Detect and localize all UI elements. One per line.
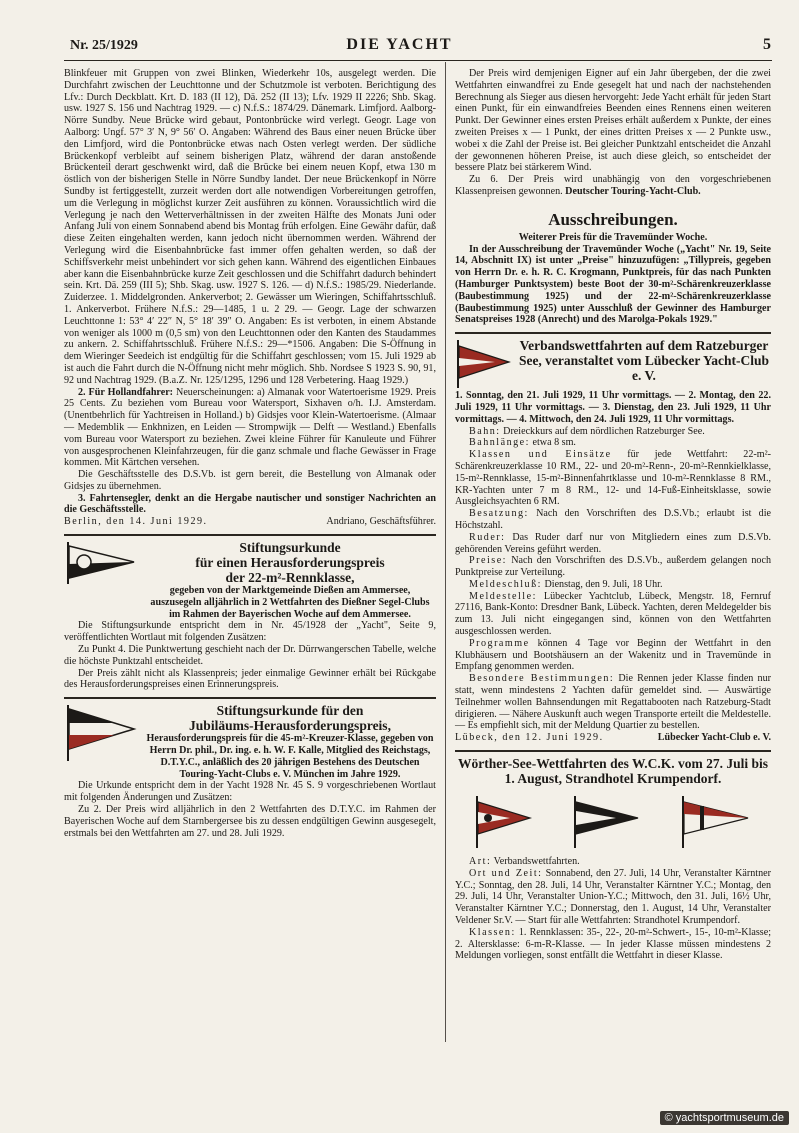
right-column: [455, 68, 771, 962]
stiftung-22m-p2: Zu Punkt 4. Die Punktwertung geschieht nach der Dr. Dürrwangerschen Tabelle, welche die höchste Punktzahl entscheidet.: [64, 644, 436, 667]
woerthersee-klassen-key: Klassen:: [469, 926, 516, 938]
page-number: 5: [763, 36, 771, 53]
ratzeburg-item: [455, 426, 771, 438]
ratzeburg-item-key: Besondere Bestimmungen:: [469, 673, 615, 685]
woerthersee-klassen-value: 1. Rennklassen: 35-, 22-, 20-m²-Schwert-, 15-, 10-m²-Klasse; 2. Altersklasse: 6-m-R-Klasse. — In jeder Klasse müssen mindestens 2 Meldungen vorliegen, sonst entfällt die Wettfahrt in dieser Klasse.: [455, 926, 771, 962]
woerthersee-ort: [455, 868, 771, 927]
woerthersee-art-value: Verbandswettfahrten.: [491, 856, 580, 868]
ratzeburg-item: [455, 638, 771, 673]
jubilaeum-section: [64, 697, 436, 839]
zu6-paragraph: [455, 174, 771, 198]
ratzeburg-item: [455, 449, 771, 508]
jubilaeum-p1: Die Urkunde entspricht dem in der Yacht 1928 Nr. 45 S. 9 vorgeschriebenen Wortlaut mit folgenden Änderungen und Zusätzen:: [64, 780, 436, 804]
dtyc-pennant-icon: [64, 703, 138, 763]
ratzeburg-sign-name: Lübecker Yacht-Club e. V.: [657, 732, 771, 744]
woerthersee-title: [455, 756, 771, 786]
ratzeburg-item-value: Das Ruder darf nur von Mitgliedern eines zum D.S.Vb. gehörenden Vereins geführt werden.: [455, 531, 771, 555]
woerthersee-art-key: Art:: [469, 856, 492, 868]
ratzeburg-item-value: Dreieckkurs auf dem nördlichen Ratzeburger See.: [500, 425, 705, 437]
geschaeftsstelle-paragraph: Die Geschäftsstelle des D.S.Vb. ist gern bereit, die Bestellung von Almanak oder Gidsjes zu übernehmen.: [64, 469, 436, 492]
ratzeburg-item: [455, 532, 771, 556]
ratzeburg-item-key: Bahnlänge:: [469, 437, 530, 449]
weiterer-preis-heading: Weiterer Preis für die Travemünder Woche.: [518, 231, 708, 243]
stiftung-22m-subtitle: gegeben von der Marktgemeinde Dießen am Ammersee, auszusegeln alljährlich in 2 Wettfahrten des Dießner Segel-Clubs im Rahmen der Bayerischen Woche auf dem Ammersee.: [150, 585, 430, 620]
ausschreibungen-heading: Ausschreibungen.: [548, 209, 678, 229]
issue-number: Nr. 25/1929: [70, 38, 138, 53]
ratzeburg-title-text: Verbandswettfahrten auf dem Ratzeburger See, veranstaltet vom Lübecker Yacht-Club e. V.: [518, 338, 770, 384]
ratzeburg-item-key: Bahn:: [469, 425, 501, 437]
ratzeburg-item-key: Ruder:: [469, 531, 506, 543]
woerthersee-section: [455, 750, 771, 962]
signature-name: Andriano, Geschäftsführer.: [326, 516, 436, 528]
jubilaeum-title-line2: Jubiläums-Herausforderungspreis,: [189, 718, 391, 734]
ratzeburg-item: [455, 437, 771, 449]
ratzeburg-item: [455, 673, 771, 732]
hollandfahrer-paragraph: [64, 387, 436, 470]
header-rule: [64, 60, 772, 61]
stiftung-22m-head: [64, 540, 436, 620]
ratzeburg-items: [455, 426, 771, 733]
ratzeburg-item-value: für jede Wettfahrt: 22-m²-Schärenkreuzerklasse 10 RM., 22- und 20-m²-Renn-, 20-m²-Rennkielklasse, 15-m²-Rennklasse, 15-m²-Binnenfahrtklasse und 10-m²-Rennklasse 8 RM., KR-Yachten unter 7 m 8 RM., 12- und 14-Fuß-Einheitsklasse, sowie Ausgleichsyachten 6 RM.: [455, 449, 771, 508]
hollandfahrer-lead: 2. Für Hollandfahrer:: [78, 386, 174, 398]
ratzeburg-section: [455, 332, 771, 744]
ratzeburg-dates: 1. Sonntag, den 21. Juli 1929, 11 Uhr vormittags. — 2. Montag, den 22. Juli 1929, 11 Uhr vormittags. — 3. Dienstag, den 23. Juli 1929, 11 Uhr vormittags. — 4. Mittwoch, den 24. Juli 1929, 11 Uhr vormittags.: [455, 390, 771, 425]
stiftung-22m-title-line2: für einen Herausforderungspreis: [195, 555, 385, 571]
ratzeburg-item-key: Programme: [469, 637, 530, 649]
ratzeburg-item: [455, 508, 771, 532]
hollandfahrer-text: Neuerscheinungen: a) Almanak voor Watertoerisme 1929. Preis 25 Cents. Zu beziehen vom Bureau voor Watersport, Sixhaven o/h. I.J. Amsterdam. (Unentbehrlich für Yachtreisen in Holland.) b) Gidsjes voor Klein-Watertoerisme. (Almaar — Medemblik — Enkhnizen, en Leiden — Strompwijk — Delft — Westland.) Ebenfalls vom Bureau voor Watersport zu beziehen. Zwei kleine Führer für Kanuleute und Führer von ausgesprochenen Kleinfahrzeugen, für die ganz schmale und flache Gewässer in Frage kommen. Mit Kärtchen versehen.: [64, 386, 436, 469]
ratzeburg-item-value: können 4 Tage vor Beginn der Wettfahrt in den Klubhäusern und Bootshäusern an der Wakenitz und in Travemünde in Empfang genommen werden.: [455, 637, 771, 673]
ratzeburg-item-value: Lübecker Yachtclub, Lübeck, Mengstr. 18, Fernruf 27116, Bank-Konto: Dresdner Bank, Lübeck. Yachten, deren Meldegelder bis zum 13. Juli nicht eingegangen sind, können von den Wettfahrten ausgeschlossen werden.: [455, 590, 771, 638]
ratzeburg-item-value: Nach den Vorschriften des D.S.Vb.; erlaubt ist die Höchstzahl.: [455, 508, 771, 531]
ratzeburg-item-key: Besatzung:: [469, 508, 529, 520]
stiftung-22m-title: [144, 540, 436, 620]
ratzeburg-head: [455, 338, 771, 390]
ratzeburg-title: [517, 338, 771, 383]
stiftung-22m-section: [64, 534, 436, 691]
ratzeburg-item-value: etwa 8 sm.: [529, 437, 576, 449]
ratzeburg-item: [455, 555, 771, 579]
ratzeburg-signature: [455, 732, 771, 744]
jubilaeum-title: [144, 703, 436, 780]
union-pennant-icon: [572, 794, 642, 850]
preis-paragraph: Der Preis wird demjenigen Eigner auf ein Jahr übergeben, der die zwei Wettfahrten einwandfrei zu Ende gesegelt hat und nach der nachstehenden Berechnung als Sieger aus diesen hervorgeht: Jede Yacht erhält für jeden Start einen Punkt, für ein einwandfreies Beenden eines Rennens einen weiteren Punkt. Der Gewinner eines ersten Preises erhält außerdem x Punkte, der eines zweiten Preises x — 1 Punkt, der eines dritten Preises x — 2 Punkte usw., wobei x die Zahl der Preise ist. Bei gleicher Punktzahl entscheidet die Anzahl der gewonnenen höheren Preise, ist auch diese gleich, so entscheidet der bessere Platz bei stärkerem Wind.: [455, 68, 771, 174]
vsv-pennant-icon: [680, 794, 752, 850]
ratzeburg-item: [455, 591, 771, 638]
ratzeburg-item-value: Nach den Vorschriften des D.S.Vb., außerdem gelangen noch Punktpreise zur Verteilung.: [455, 555, 771, 579]
woerthersee-flags: [455, 794, 771, 850]
woerthersee-title-text: Wörther-See-Wettfahrten des W.C.K. vom 27. Juli bis 1. August, Strandhotel Krumpendorf.: [458, 756, 768, 787]
jubilaeum-subtitle: Herausforderungspreis für die 45-m²-Kreuzer-Klasse, gegeben von Herrn Dr. phil., Dr. ing. e. h. W. F. Kalle, Mitglied des Reichstags, D.T.Y.C., anläßlich des 20 jährigen Bestehens des Deutschen Touring-Yacht-Clubs e. V. München im Jahre 1929.: [146, 733, 434, 780]
ratzeburg-item-key: Klassen und Einsätze: [469, 449, 612, 461]
woerthersee-klassen: [455, 927, 771, 962]
jubilaeum-title-line1: Stiftungsurkunde für den: [216, 703, 364, 719]
signature-place: Berlin, den 14. Juni 1929.: [64, 516, 208, 528]
ratzeburg-item: [455, 579, 771, 591]
dtyc-signature: Deutscher Touring-Yacht-Club.: [565, 185, 701, 197]
ratzeburg-item-value: Die Rennen jeder Klasse finden nur statt, wenn mindestens 2 Yachten dafür gemeldet sind. — Auswärtige Teilnehmer wollen Bahnsendungen mit Regattabooten nach Ratzeburg-Stadt dirigieren. — Nähere Auskunft auch wegen Transporte erteilt die Meldestelle. — Es empfiehlt sich, mit der Meldung Quartier zu bestellen.: [455, 673, 771, 732]
club-pennant-icon: [64, 540, 138, 586]
stiftung-22m-title-line3: der 22-m²-Rennklasse,: [225, 570, 355, 586]
woerthersee-art: [455, 856, 771, 868]
jubilaeum-head: [64, 703, 436, 780]
left-column: [64, 68, 436, 839]
column-divider: [445, 62, 446, 1042]
ratzeburg-item-key: Meldestelle:: [469, 590, 537, 602]
kyc-pennant-icon: [474, 794, 534, 850]
copyright-watermark: © yachtsportmuseum.de: [660, 1111, 789, 1125]
signature-line: [64, 516, 436, 528]
luebeck-pennant-icon: [455, 338, 511, 390]
weiterer-preis-text: In der Ausschreibung der Travemünder Woche („Yacht" Nr. 19, Seite 14, Abschnitt IX) ist unter „Preise" hinzuzufügen: „Tillypreis, gegeben von Herrn Dr. e. h. R. C. Krogmann, Punktpreis, für das nach Punkten (Hamburger Punktsystem) beste Boot der 30-m²-Schärenkreuzerklasse (Baubestimmung 1925) und der 22-m²-Schärenkreuzerklasse (Baubestimmung 1925) unter Ausschluß der Gewinner des Hamburger Senatspreises 1928 (Anrecht) und des Marolga-Pokals 1929.": [455, 243, 771, 326]
page-header: [0, 0, 799, 62]
stiftung-22m-p3: Der Preis zählt nicht als Klassenpreis; jeder einmalige Gewinner erhält bei Rückgabe des Herausforderungspreises einen Erinnerungspreis.: [64, 667, 436, 691]
stiftung-22m-p1: Die Stiftungsurkunde entspricht dem in Nr. 45/1928 der „Yacht", Seite 9, veröffentlichten Wortlaut mit folgenden Zusätzen:: [64, 620, 436, 644]
woerthersee-ort-value: Sonnabend, den 27. Juli, 14 Uhr, Veranstalter Kärntner Y.C.; Sonntag, den 28. Juli, 14 Uhr, Veranstalter Kärntner Y.C.; Montag, den 29. Juli, 14 Uhr, Veranstalter Union-Y.C.; Mittwoch, den 31. Juli, 16½ Uhr, Veranstalter Kärntner Y.C.; Donnerstag, den 1. August, 14 Uhr, Veranstalter Veldener Sr.V. — Start für alle Wettfahrten: Strandhotel Krumpendorf.: [455, 867, 772, 927]
ratzeburg-sign-place: Lübeck, den 12. Juni 1929.: [455, 732, 604, 744]
ratzeburg-item-key: Preise:: [469, 555, 507, 567]
fahrtensegler-paragraph: 3. Fahrtensegler, denkt an die Hergabe nautischer und sonstiger Nachrichten an die Geschäftsstelle.: [64, 492, 436, 516]
zu6-text: Zu 6. Der Preis wird unabhängig von den vorgeschriebenen Klassenpreisen gewonnen.: [455, 174, 771, 197]
ratzeburg-item-value: Dienstag, den 9. Juli, 18 Uhr.: [541, 578, 663, 590]
jubilaeum-p2: Zu 2. Der Preis wird alljährlich in den 2 Wettfahrten des D.T.Y.C. im Rahmen der Bayerischen Woche auf dem Starnbergersee bis zu dessen endgültigen Gewinn ausgesegelt, erstmals bei den Wettfahrten am 27. und 28. Juli 1929.: [64, 804, 436, 839]
stiftung-22m-title-line1: Stiftungsurkunde: [239, 540, 341, 556]
notices-paragraph: Blinkfeuer mit Gruppen von zwei Blinken, Wiederkehr 10s, ausgelegt werden. Die Durchfahrt zwischen der Leuchttonne und der Schutzmole ist verboten. Berichtigung des Lfv.: Durch Deckblatt. Krt. D. 183 (II 12), Dä. 252 (II 13); Lfv. 1929 II 2226; Shb. Skag. usw. 1927 S. 156 und Nachtrag 1929. — c) N.f.S.: 1874/29. Dänemark. Limfjord. Aalborg-Nörre Sundby. Neue Brücke wird gebaut, Pontonbrücke wird verlegt. Geogr. Lage von Aalborg: Ungf. 57° 3′ N, 9° 56′ O. Angaben: Während des Baus einer neuen Brücke über den Limfjord, wird die Pontonbrücke etwas nach Osten verlegt werden. Der südliche Brückenkopf verbleibt auf seinem bisherigen Platz, während der daran anstoßende Brückenteil derart geschwenkt wird, daß die Brücke bei einem neuen Kopf, etwa 130 m östlich von der bisherigen Stelle in Nörre Sundby landet. Der neue Brückenkopf in Nörre Sundby ist fertiggestellt, zurzeit werden dort alle notwendigen Vorbereitungen getroffen, um die Verlegung in möglichst kurzer Zeit ausführen zu können. Voraussichtlich wird die Verlegung je nach den Wetterverhältnissen in der zweiten Hälfte des Monats Juni oder Anfang Juli von einem Sonnabend abend bis Montag früh erfolgen. Eine Gewähr dafür, daß diese Zeiten eingehalten werden, kann jedoch nicht übernommen werden. Während der Verlegung wird die Eisenbahnbrücke fast immer offen gehalten werden, so daß der Schiffsverkehr meist unbehindert vor sich gehen kann. Während des eigentlichen Einbaues aber kann die Eisenbahnbrücke kurze Zeit geschlossen und die Schiffahrt dadurch behindert sein. Krt. Dä. 259 (III 5); Shb. Skag. usw. 1927 S. 126. — d) N.f.S.: 1985/29. Niederlande. Zuiderzee. 1. Middelgronden. Ankerverbot; 2. Gewässer um Wieringen, Schiffahrtsschluß. 1. Ankerverbot. Frühere N.f.S.: 29—1485, 1 u. 2 29. — Geogr. Lage der schwarzen Leuchttonne 1: 53° 4′ 22″ N, 5° 18′ 39″ O. Angaben: Es ist verboten, in einem Abstande von weniger als 1000 m (0,5 sm) von den Leuchttonnen oder den Kanten des Staudammes zu ankern. 2. Schiffahrtsschluß. Frühere N.f.S.: 29—*1506. Angaben: Die S-Öffnung in dem Wieringer Seedeich ist endgültig für die Schiffahrt geschlossen; vom 15. Juli 1929 ab ist auch die Fahrt durch die N-Öffnung nicht mehr möglich. Shb. Nordsee S 1923 S. 90, 91, 92 und Nachtrag 1929. (B.a.Z. Nr. 125/1295, 1296 und 128 Verbetering. Haag 1929.): [64, 68, 436, 386]
magazine-title: DIE YACHT: [346, 36, 453, 53]
ratzeburg-item-key: Meldeschluß:: [469, 578, 542, 590]
woerthersee-ort-key: Ort und Zeit:: [469, 867, 543, 879]
